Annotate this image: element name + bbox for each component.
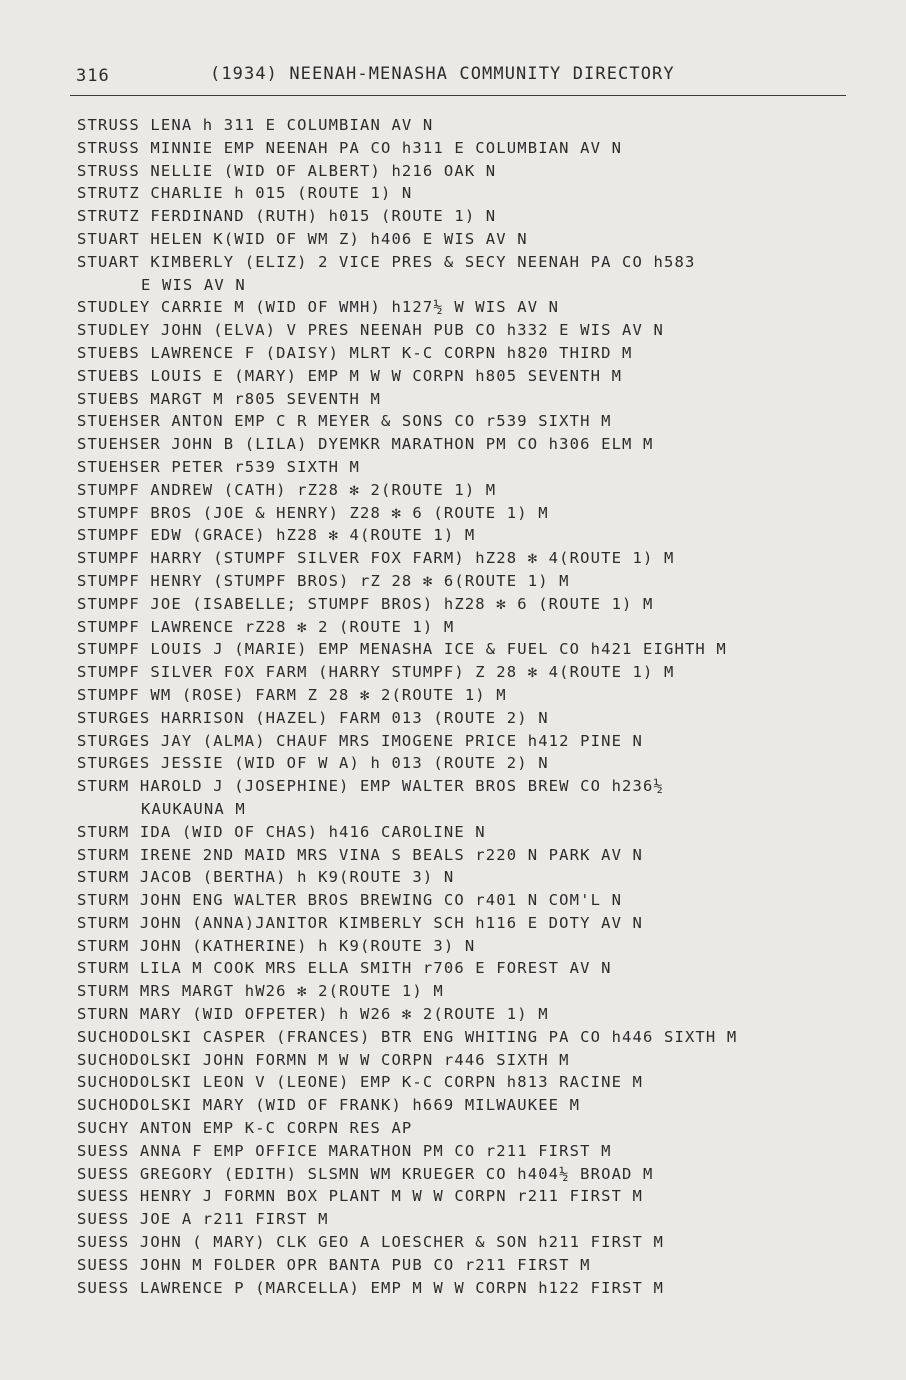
directory-entry: STURM JOHN ENG WALTER BROS BREWING CO r401 N COM'L N [77,891,623,910]
directory-entry: STURN MARY (WID OFPETER) h W26 ✻ 2(ROUTE 1) M [77,1005,549,1024]
header-rule [70,95,846,96]
directory-entry: SUESS JOHN M FOLDER OPR BANTA PUB CO r211 FIRST M [77,1255,591,1274]
directory-entry: STUMPF HARRY (STUMPF SILVER FOX FARM) hZ28 ✻ 4(ROUTE 1) M [77,549,675,568]
directory-entry: STUMPF BROS (JOE & HENRY) Z28 ✻ 6 (ROUTE 1) M [77,503,549,522]
directory-entry: STUEBS MARGT M r805 SEVENTH M [77,389,381,408]
directory-listing [77,114,877,1299]
directory-entry: STURM IRENE 2ND MAID MRS VINA S BEALS r220 N PARK AV N [77,845,644,864]
directory-entry: STUMPF EDW (GRACE) hZ28 ✻ 4(ROUTE 1) M [77,526,476,545]
directory-entry: SUESS JOHN ( MARY) CLK GEO A LOESCHER & SON h211 FIRST M [77,1233,664,1252]
directory-entry: STUDLEY JOHN (ELVA) V PRES NEENAH PUB CO h332 E WIS AV N [77,321,664,340]
directory-entry: STRUSS MINNIE EMP NEENAH PA CO h311 E COLUMBIAN AV N [77,138,623,157]
directory-entry: STUMPF HENRY (STUMPF BROS) rZ 28 ✻ 6(ROUTE 1) M [77,571,570,590]
directory-entry: SUCHY ANTON EMP K-C CORPN RES AP [77,1119,413,1138]
directory-entry: STUDLEY CARRIE M (WID OF WMH) h127½ W WIS AV N [77,298,560,317]
directory-entry: SUCHODOLSKI JOHN FORMN M W W CORPN r446 SIXTH M [77,1050,570,1069]
directory-entry: SUCHODOLSKI CASPER (FRANCES) BTR ENG WHITING PA CO h446 SIXTH M [77,1027,738,1046]
directory-entry: STUEHSER JOHN B (LILA) DYEMKR MARATHON PM CO h306 ELM M [77,435,654,454]
directory-entry: STURGES JESSIE (WID OF W A) h 013 (ROUTE 2) N [77,754,549,773]
directory-entry: STRUTZ FERDINAND (RUTH) h015 (ROUTE 1) N [77,207,497,226]
directory-entry-continuation: E WIS AV N [141,275,246,294]
directory-entry: STRUSS LENA h 311 E COLUMBIAN AV N [77,116,434,134]
directory-entry: SUESS JOE A r211 FIRST M [77,1210,329,1229]
page-header [76,62,846,88]
directory-entry: STURGES JAY (ALMA) CHAUF MRS IMOGENE PRICE h412 PINE N [77,731,644,750]
directory-entry: STUMPF SILVER FOX FARM (HARRY STUMPF) Z 28 ✻ 4(ROUTE 1) M [77,663,675,682]
directory-entry: STUART KIMBERLY (ELIZ) 2 VICE PRES & SECY NEENAH PA CO h583 [77,252,696,271]
directory-entry: STURM JACOB (BERTHA) h K9(ROUTE 3) N [77,868,455,887]
directory-entry: STRUSS NELLIE (WID OF ALBERT) h216 OAK N [77,161,497,180]
directory-entry: STUEHSER ANTON EMP C R MEYER & SONS CO r539 SIXTH M [77,412,612,431]
directory-entry: STUEBS LAWRENCE F (DAISY) MLRT K-C CORPN h820 THIRD M [77,343,633,362]
directory-entry: STUEBS LOUIS E (MARY) EMP M W W CORPN h805 SEVENTH M [77,366,623,385]
directory-entry: STUART HELEN K(WID OF WM Z) h406 E WIS AV N [77,229,528,248]
directory-entry: STURM JOHN (ANNA)JANITOR KIMBERLY SCH h116 E DOTY AV N [77,913,644,932]
directory-entry: STUMPF LAWRENCE rZ28 ✻ 2 (ROUTE 1) M [77,617,455,636]
directory-entry: STURM JOHN (KATHERINE) h K9(ROUTE 3) N [77,936,476,955]
directory-entry: SUESS LAWRENCE P (MARCELLA) EMP M W W CORPN h122 FIRST M [77,1278,664,1297]
directory-entry: STUMPF WM (ROSE) FARM Z 28 ✻ 2(ROUTE 1) M [77,685,507,704]
directory-entry: SUESS GREGORY (EDITH) SLSMN WM KRUEGER CO h404½ BROAD M [77,1164,654,1183]
directory-entry: SUCHODOLSKI MARY (WID OF FRANK) h669 MILWAUKEE M [77,1096,581,1115]
directory-entry: STRUTZ CHARLIE h 015 (ROUTE 1) N [77,184,413,203]
directory-entry: STURM HAROLD J (JOSEPHINE) EMP WALTER BROS BREW CO h236½ [77,777,664,796]
directory-entry-continuation: KAUKAUNA M [141,799,246,818]
directory-entry: STURM LILA M COOK MRS ELLA SMITH r706 E FOREST AV N [77,959,612,978]
directory-entry: STUEHSER PETER r539 SIXTH M [77,457,361,476]
directory-entry: STURM IDA (WID OF CHAS) h416 CAROLINE N [77,822,486,841]
directory-entry: STUMPF ANDREW (CATH) rZ28 ✻ 2(ROUTE 1) M [77,480,497,499]
directory-entry: STURM MRS MARGT hW26 ✻ 2(ROUTE 1) M [77,982,444,1001]
directory-entry: SUESS ANNA F EMP OFFICE MARATHON PM CO r211 FIRST M [77,1141,612,1160]
directory-entry: SUCHODOLSKI LEON V (LEONE) EMP K-C CORPN h813 RACINE M [77,1073,644,1092]
directory-entry: STUMPF LOUIS J (MARIE) EMP MENASHA ICE & FUEL CO h421 EIGHTH M [77,640,727,659]
page-title: (1934) NEENAH-MENASHA COMMUNITY DIRECTORY [210,64,675,84]
directory-entry: STURGES HARRISON (HAZEL) FARM 013 (ROUTE 2) N [77,708,549,727]
directory-entry: SUESS HENRY J FORMN BOX PLANT M W W CORPN r211 FIRST M [77,1187,644,1206]
page-number: 316 [76,66,110,86]
directory-entry: STUMPF JOE (ISABELLE; STUMPF BROS) hZ28 ✻ 6 (ROUTE 1) M [77,594,654,613]
